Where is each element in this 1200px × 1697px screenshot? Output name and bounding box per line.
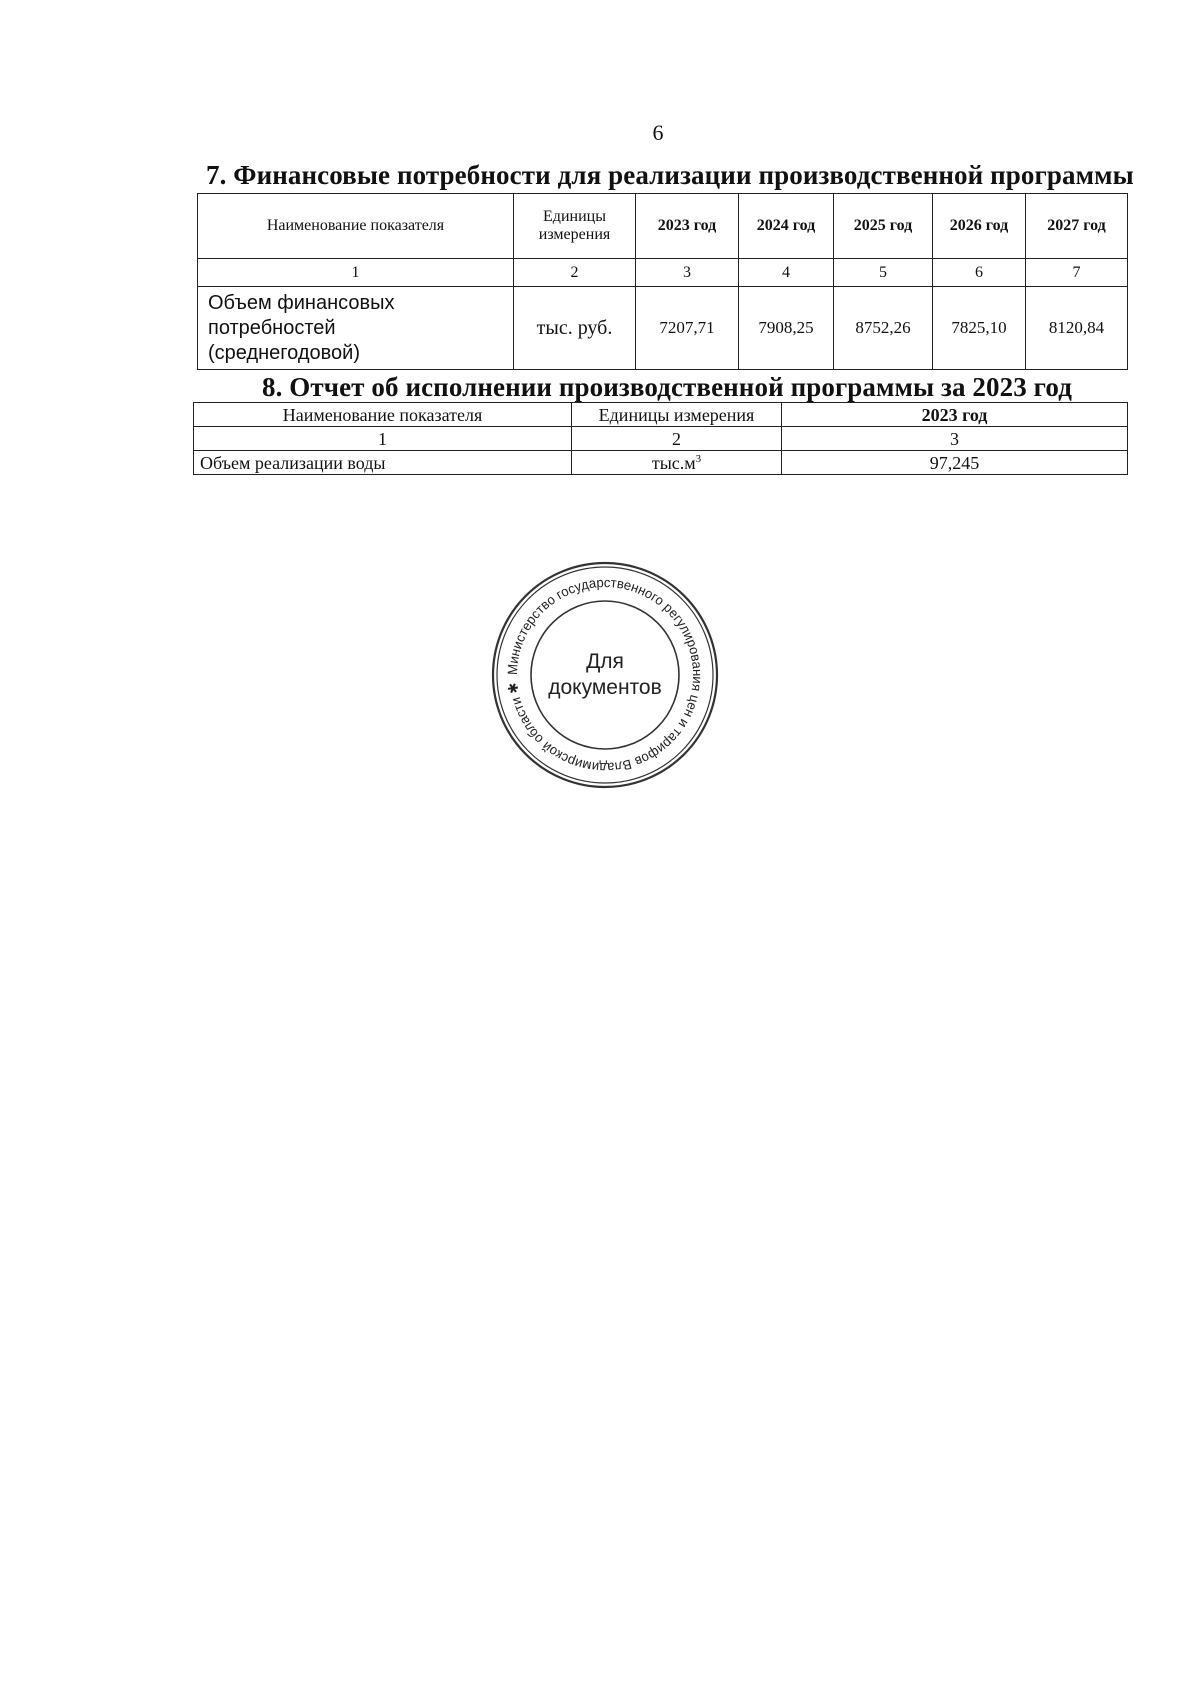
page-number: 6	[652, 120, 664, 145]
row-name-line2: потребностей	[208, 316, 336, 339]
section-7-title: 7. Финансовые потребности для реализации производственной программы	[206, 160, 1134, 190]
column-number: 2	[572, 427, 782, 451]
financial-needs-table	[197, 193, 1128, 370]
row-name-line3: (среднегодовой)	[208, 341, 360, 364]
column-number-row	[194, 427, 1128, 451]
stamp-center-line1: Для	[586, 650, 624, 673]
stamp-outer-ring	[493, 563, 717, 787]
header-2026: 2026 год	[933, 194, 1026, 259]
table-header-row	[194, 403, 1128, 427]
row-name	[198, 287, 514, 370]
header-2024: 2024 год	[739, 194, 834, 259]
header-2023: 2023 год	[636, 194, 739, 259]
row-unit	[572, 451, 782, 475]
row-unit-text: тыс.м	[651, 452, 696, 473]
header-unit-line2: измерения	[538, 226, 611, 243]
column-number-row	[198, 259, 1128, 287]
column-number: 2	[514, 259, 636, 287]
column-number: 6	[933, 259, 1026, 287]
stamp-center-line2: документов	[548, 676, 662, 699]
table-row	[194, 451, 1128, 475]
column-number: 4	[739, 259, 834, 287]
header-name: Наименование показателя	[194, 403, 572, 427]
stamp-ring-textpath: Министерство государственного регулирования цен и тарифов Владимирской области ✱	[504, 574, 706, 776]
column-number: 7	[1026, 259, 1128, 287]
value-2026: 7825,10	[933, 287, 1026, 370]
official-stamp	[490, 560, 720, 790]
header-2027: 2027 год	[1026, 194, 1128, 259]
column-number: 1	[194, 427, 572, 451]
value-2023: 7207,71	[636, 287, 739, 370]
row-name: Объем реализации воды	[194, 451, 572, 475]
program-report-table	[193, 402, 1128, 475]
header-unit-line1: Единицы	[543, 208, 606, 225]
stamp-inner-ring	[531, 601, 679, 749]
header-unit: Единицы измерения	[572, 403, 782, 427]
value-2024: 7908,25	[739, 287, 834, 370]
table-header-row	[198, 194, 1128, 259]
row-name-line1: Объем финансовых	[208, 291, 395, 314]
header-name: Наименование показателя	[198, 194, 514, 259]
table-row	[198, 287, 1128, 370]
column-number: 1	[198, 259, 514, 287]
header-year: 2023 год	[782, 403, 1128, 427]
value-2027: 8120,84	[1026, 287, 1128, 370]
column-number: 3	[782, 427, 1128, 451]
header-2025: 2025 год	[834, 194, 933, 259]
header-unit	[514, 194, 636, 259]
column-number: 3	[636, 259, 739, 287]
stamp-outer-ring-inner	[497, 567, 713, 783]
row-unit-superscript: 3	[695, 452, 702, 465]
row-value: 97,245	[782, 451, 1128, 475]
value-2025: 8752,26	[834, 287, 933, 370]
column-number: 5	[834, 259, 933, 287]
section-8-title: 8. Отчет об исполнении производственной программы за 2023 год	[262, 372, 1072, 402]
row-unit: тыс. руб.	[514, 287, 636, 370]
stamp-ring-text	[505, 575, 705, 775]
